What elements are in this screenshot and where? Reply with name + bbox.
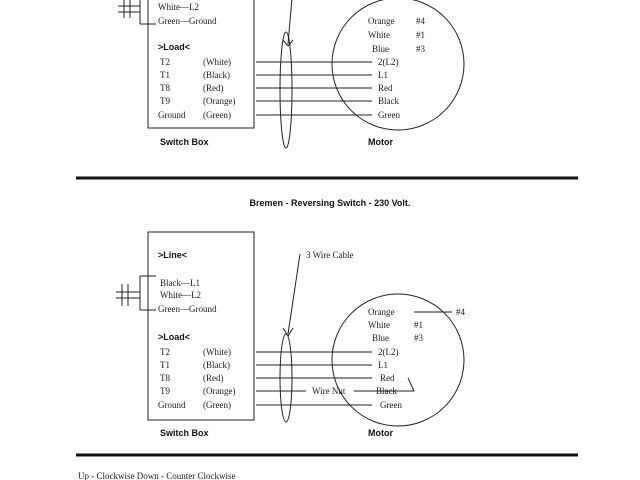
diagram-2 [116, 232, 466, 438]
load-terminal-t9: T9 [160, 386, 170, 396]
motor-lead-l2-2: 2(L2) [378, 347, 399, 357]
motor-top-white-1: White [368, 30, 390, 40]
line-header-2: >Line< [158, 250, 188, 260]
motor-top-label-4-2: #4 [456, 307, 465, 317]
motor-lead-green-1: Green [378, 110, 400, 120]
footer-note: Up - Clockwise Down - Counter Clockwise [78, 471, 236, 480]
load-terminal-t2: T2 [160, 347, 170, 357]
motor-top-white-2: White [368, 320, 390, 330]
load-terminal-t1: T1 [160, 70, 170, 80]
section-title: Bremen - Reversing Switch - 230 Volt. [249, 198, 411, 208]
line-terminal-white-1: White—L2 [158, 2, 199, 12]
motor-top-label-4-1: #4 [416, 16, 425, 26]
wire-color-white: (White) [203, 57, 231, 67]
wire-color-black: (Black) [203, 360, 230, 370]
motor-lead-green-2: Green [380, 400, 402, 410]
load-terminal-t9: T9 [160, 96, 170, 106]
switch-box-label-2: Switch Box [160, 428, 209, 438]
line-terminal-ground-2: Green—Ground [158, 304, 217, 314]
motor-top-label-1-1: #1 [416, 30, 425, 40]
wire-color-orange: (Orange) [203, 96, 236, 106]
wire-color-red: (Red) [203, 373, 224, 383]
load-terminal-ground: Ground [158, 400, 186, 410]
motor-lead-red-1: Red [378, 83, 393, 93]
load-terminal-t8: T8 [160, 83, 170, 93]
load-header-1: >Load< [158, 42, 191, 52]
load-terminal-t1: T1 [160, 360, 170, 370]
motor-top-label-3-2: #3 [414, 333, 423, 343]
motor-lead-l1-1: L1 [378, 70, 388, 80]
motor-lead-black-1: Black [378, 96, 399, 106]
load-header-2: >Load< [158, 332, 191, 342]
motor-top-blue-2: Blue [372, 333, 389, 343]
wire-nut-label: Wire Nut [312, 386, 346, 396]
motor-top-label-3-1: #3 [416, 44, 425, 54]
motor-lead-red-2: Red [380, 373, 395, 383]
plug-icon [118, 0, 156, 24]
wire-color-white: (White) [203, 347, 231, 357]
load-terminal-t2: T2 [160, 57, 170, 67]
cable-label: 3 Wire Cable [306, 250, 354, 260]
load-terminal-ground: Ground [158, 110, 186, 120]
motor-lead-black-2: Black [376, 386, 397, 396]
motor-label-1: Motor [368, 137, 393, 147]
motor-label-2: Motor [368, 428, 393, 438]
motor-top-orange-2: Orange [368, 307, 395, 317]
line-terminal-ground-1: Green—Ground [158, 16, 217, 26]
plug-icon [116, 276, 156, 310]
motor-top-blue-1: Blue [372, 44, 389, 54]
leads-1 [256, 0, 372, 148]
switch-box-label-1: Switch Box [160, 137, 209, 147]
line-terminal-white-2: White—L2 [160, 290, 201, 300]
motor-top-label-1-2: #1 [414, 320, 423, 330]
line-terminal-black-2: Black—L1 [160, 278, 200, 288]
motor-lead-l1-2: L1 [378, 360, 388, 370]
load-terminal-t8: T8 [160, 373, 170, 383]
wire-color-red: (Red) [203, 83, 224, 93]
motor-top-orange-1: Orange [368, 16, 395, 26]
wire-color-orange: (Orange) [203, 386, 236, 396]
wire-color-green: (Green) [203, 400, 231, 410]
diagram-1 [118, 0, 464, 148]
wire-color-green: (Green) [203, 110, 231, 120]
motor-lead-l2-1: 2(L2) [378, 57, 399, 67]
wire-color-black: (Black) [203, 70, 230, 80]
